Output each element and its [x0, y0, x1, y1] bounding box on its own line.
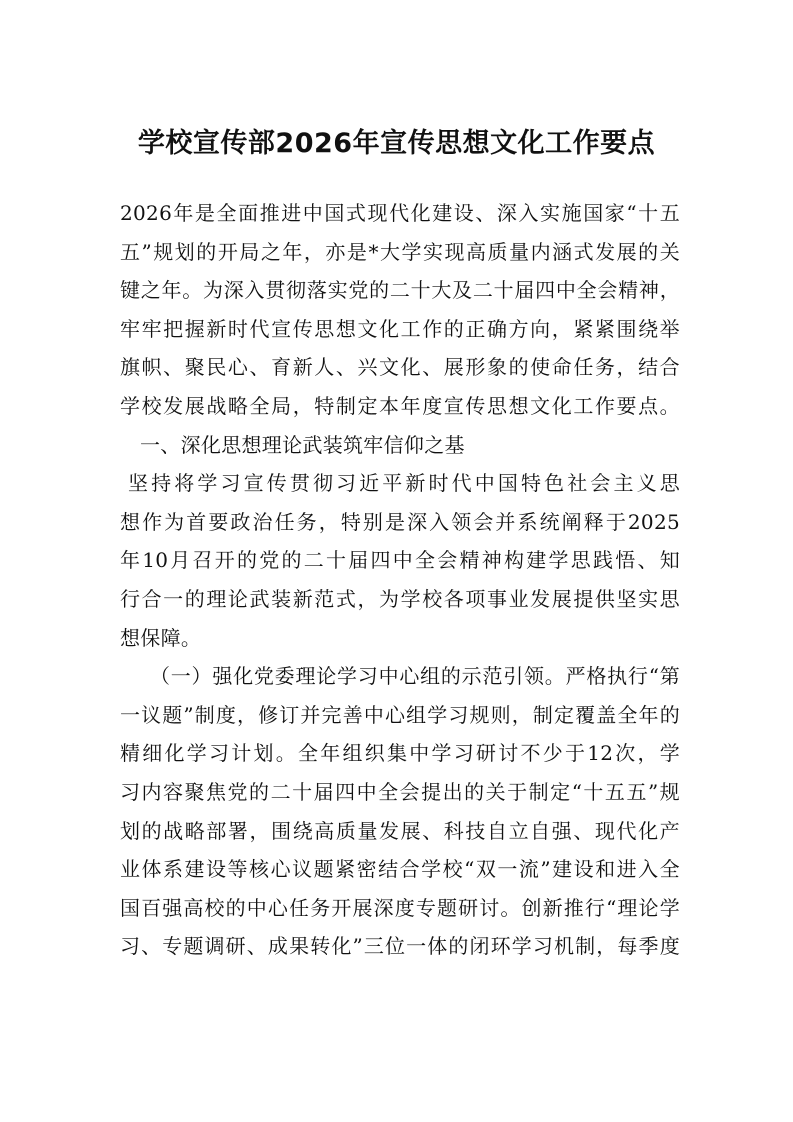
text-line: 习、专题调研、成果转化”三位一体的闭环学习机制，每季度	[120, 934, 680, 959]
text-line: 行合一的理论武装新范式，为学校各项事业发展提供坚实思	[120, 586, 680, 611]
text-line: 年10月召开的党的二十届四中全会精神构建学思践悟、知	[120, 548, 680, 573]
document-body	[120, 194, 680, 966]
text-line: 划的战略部署，围绕高质量发展、科技自立自强、现代化产	[120, 818, 680, 843]
intro-paragraph	[120, 194, 680, 426]
text-line: 一议题”制度，修订并完善中心组学习规则，制定覆盖全年的	[120, 702, 680, 727]
text-line: 习内容聚焦党的二十届四中全会提出的关于制定“十五五”规	[120, 779, 680, 804]
subsection1-paragraph	[120, 657, 680, 966]
text-line: 业体系建设等核心议题紧密结合学校“双一流”建设和进入全	[120, 857, 680, 882]
text-line: 想作为首要政治任务，特别是深入领会并系统阐释于2025	[120, 509, 680, 534]
text-line: 学校发展战略全局，特制定本年度宣传思想文化工作要点。	[120, 393, 680, 418]
text-line: 想保障。	[120, 625, 202, 650]
document-title: 学校宣传部2026年宣传思想文化工作要点	[137, 128, 656, 159]
text-line: 五”规划的开局之年，亦是*大学实现高质量内涵式发展的关	[120, 239, 680, 264]
section1-paragraph	[120, 464, 680, 657]
text-line: 精细化学习计划。全年组织集中学习研讨不少于12次，学	[120, 741, 680, 766]
text-line: 2026年是全面推进中国式现代化建设、深入实施国家“十五	[120, 201, 680, 225]
section-heading: 一、深化思想理论武装筑牢信仰之基	[140, 432, 465, 457]
text-line: 牢牢把握新时代宣传思想文化工作的正确方向，紧紧围绕举	[120, 316, 680, 341]
text-line: （一）强化党委理论学习中心组的示范引领。严格执行“第	[150, 664, 680, 689]
text-line: 旗帜、聚民心、育新人、兴文化、展形象的使命任务，结合	[120, 355, 680, 380]
text-line: 键之年。为深入贯彻落实党的二十大及二十届四中全会精神，	[120, 278, 680, 303]
text-line: 坚持将学习宣传贯彻习近平新时代中国特色社会主义思	[128, 471, 680, 496]
text-line: 国百强高校的中心任务开展深度专题研讨。创新推行“理论学	[120, 895, 680, 920]
